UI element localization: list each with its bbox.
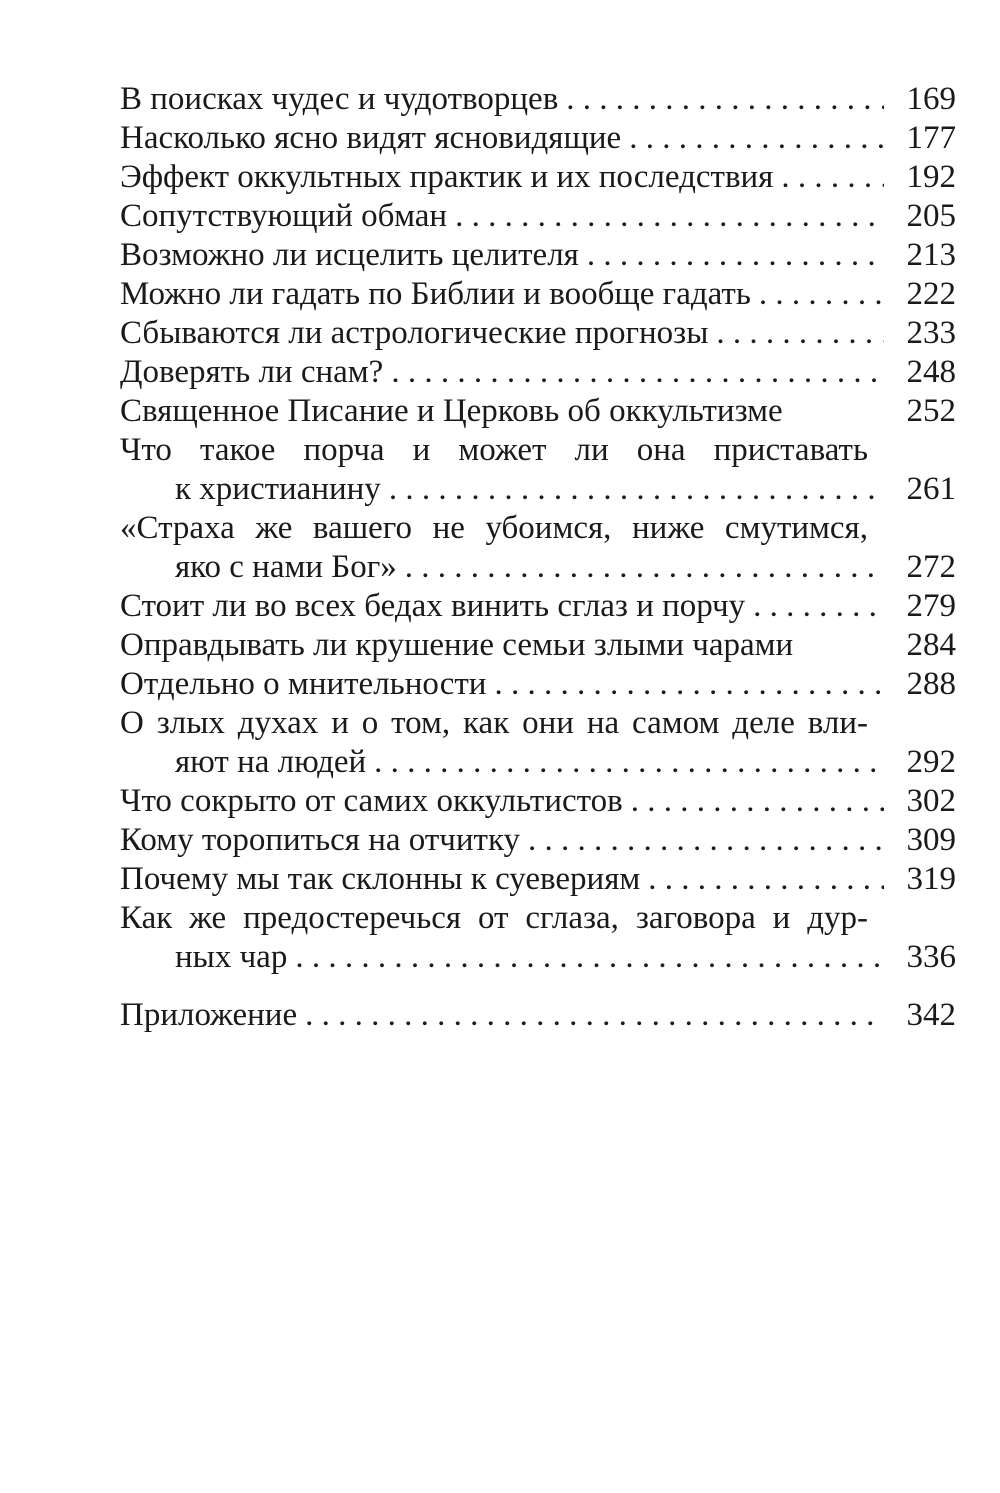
toc-line xyxy=(120,860,956,899)
toc-line xyxy=(120,665,956,704)
dot-leader xyxy=(631,782,884,821)
toc-line xyxy=(120,743,956,782)
toc-entry[interactable] xyxy=(120,353,956,392)
toc-page-number: 233 xyxy=(906,315,956,351)
toc-entry-title-line2: яют на людей xyxy=(175,744,367,780)
toc-entry[interactable] xyxy=(120,587,956,626)
toc-line xyxy=(120,938,956,977)
dot-leader xyxy=(305,996,884,1035)
toc-page-number: 252 xyxy=(906,393,956,429)
toc-entry-title-line2: ных чар xyxy=(175,939,288,975)
dot-leader xyxy=(566,80,884,119)
toc-line xyxy=(120,996,956,1035)
toc-entry[interactable] xyxy=(120,431,956,509)
toc-entry-title-line1: Как же предостеречься от сглаза, заговора и дур- xyxy=(120,900,868,936)
toc-page-number: 222 xyxy=(906,276,956,312)
toc-entry[interactable] xyxy=(120,80,956,119)
toc-line xyxy=(120,119,956,158)
toc-entry-title: Стоит ли во всех бедах винить сглаз и порчу xyxy=(120,588,746,624)
dot-leader xyxy=(391,353,884,392)
dot-leader xyxy=(716,314,884,353)
toc-line xyxy=(120,782,956,821)
toc-line xyxy=(120,353,956,392)
toc-entry[interactable] xyxy=(120,119,956,158)
toc-page-number: 336 xyxy=(906,939,956,975)
toc-entry-title: Кому торопиться на отчитку xyxy=(120,822,521,858)
toc-page-number: 272 xyxy=(906,549,956,585)
toc-entry[interactable] xyxy=(120,899,956,977)
toc-line xyxy=(120,236,956,275)
toc-line xyxy=(120,275,956,314)
toc-entry-title: Приложение xyxy=(120,997,298,1033)
toc-entry-title: Можно ли гадать по Библии и вообще гадать xyxy=(120,276,751,312)
toc-line xyxy=(120,314,956,353)
toc-entry-title-line1: О злых духах и о том, как они на самом деле вли- xyxy=(120,705,868,741)
toc-line xyxy=(120,821,956,860)
dot-leader xyxy=(455,197,884,236)
toc-page-number: 309 xyxy=(906,822,956,858)
dot-leader xyxy=(781,158,884,197)
toc-entry-title: Сопутствующий обман xyxy=(120,198,448,234)
dot-leader xyxy=(389,470,884,509)
toc-entry-title: Доверять ли снам? xyxy=(120,354,384,390)
toc-entry-title: Священное Писание и Церковь об оккультизме xyxy=(120,393,783,429)
toc-line xyxy=(120,392,956,431)
toc-entry[interactable] xyxy=(120,860,956,899)
dot-leader xyxy=(405,548,884,587)
toc-entry-title: Что сокрыто от самих оккультистов xyxy=(120,783,623,819)
toc-entry[interactable] xyxy=(120,509,956,587)
toc-line xyxy=(120,548,956,587)
dot-leader xyxy=(648,860,884,899)
toc-page-number: 177 xyxy=(906,120,956,156)
toc-page-number: 288 xyxy=(906,666,956,702)
toc-entry-title: Сбываются ли астрологические прогнозы xyxy=(120,315,709,351)
toc-line xyxy=(120,80,956,119)
toc-entry-appendix[interactable] xyxy=(120,996,956,1035)
toc-entry[interactable] xyxy=(120,665,956,704)
toc-page-number: 342 xyxy=(906,997,956,1033)
toc-entry-title-line1: «Страха же вашего не убоимся, ниже смутимся, xyxy=(120,510,868,546)
dot-leader xyxy=(494,665,884,704)
toc-entry-title-line1: Что такое порча и может ли она приставать xyxy=(120,432,868,468)
toc-entry-title-line2: яко с нами Бог» xyxy=(175,549,397,585)
toc-entry[interactable] xyxy=(120,392,956,431)
toc-entry-title: Оправдывать ли крушение семьи злыми чарами xyxy=(120,627,794,663)
table-of-contents xyxy=(120,80,956,1035)
toc-entry[interactable] xyxy=(120,236,956,275)
toc-entry[interactable] xyxy=(120,314,956,353)
toc-entry[interactable] xyxy=(120,158,956,197)
dot-leader xyxy=(753,587,884,626)
toc-entry[interactable] xyxy=(120,197,956,236)
toc-entry-title: Почему мы так склонны к суевериям xyxy=(120,861,641,897)
toc-entry[interactable] xyxy=(120,782,956,821)
dot-leader xyxy=(295,938,884,977)
toc-page-number: 248 xyxy=(906,354,956,390)
toc-entry[interactable] xyxy=(120,821,956,860)
dot-leader xyxy=(374,743,884,782)
toc-entry-title: Возможно ли исцелить целителя xyxy=(120,237,579,273)
toc-entry-title: Отдельно о мнительности xyxy=(120,666,487,702)
toc-entry[interactable] xyxy=(120,704,956,782)
toc-page-number: 192 xyxy=(906,159,956,195)
toc-page-number: 205 xyxy=(906,198,956,234)
dot-leader xyxy=(759,275,884,314)
toc-line xyxy=(120,587,956,626)
toc-page-number: 213 xyxy=(906,237,956,273)
toc-entry-title: В поисках чудес и чудотворцев xyxy=(120,81,559,117)
dot-leader xyxy=(629,119,884,158)
toc-page-number: 302 xyxy=(906,783,956,819)
toc-page-number: 292 xyxy=(906,744,956,780)
toc-page-number: 279 xyxy=(906,588,956,624)
toc-line xyxy=(120,626,956,665)
toc-entry[interactable] xyxy=(120,275,956,314)
toc-page-number: 319 xyxy=(906,861,956,897)
toc-entry-title: Насколько ясно видят ясновидящие xyxy=(120,120,622,156)
dot-leader xyxy=(528,821,884,860)
toc-line xyxy=(120,470,956,509)
toc-entry[interactable] xyxy=(120,626,956,665)
toc-page-number: 261 xyxy=(906,471,956,507)
toc-entry-title: Эффект оккультных практик и их последствия xyxy=(120,159,774,195)
toc-line xyxy=(120,158,956,197)
toc-page-number: 284 xyxy=(906,627,956,663)
toc-entry-title-line2: к христианину xyxy=(175,471,381,507)
dot-leader xyxy=(587,236,884,275)
toc-page-number: 169 xyxy=(906,81,956,117)
toc-line xyxy=(120,197,956,236)
